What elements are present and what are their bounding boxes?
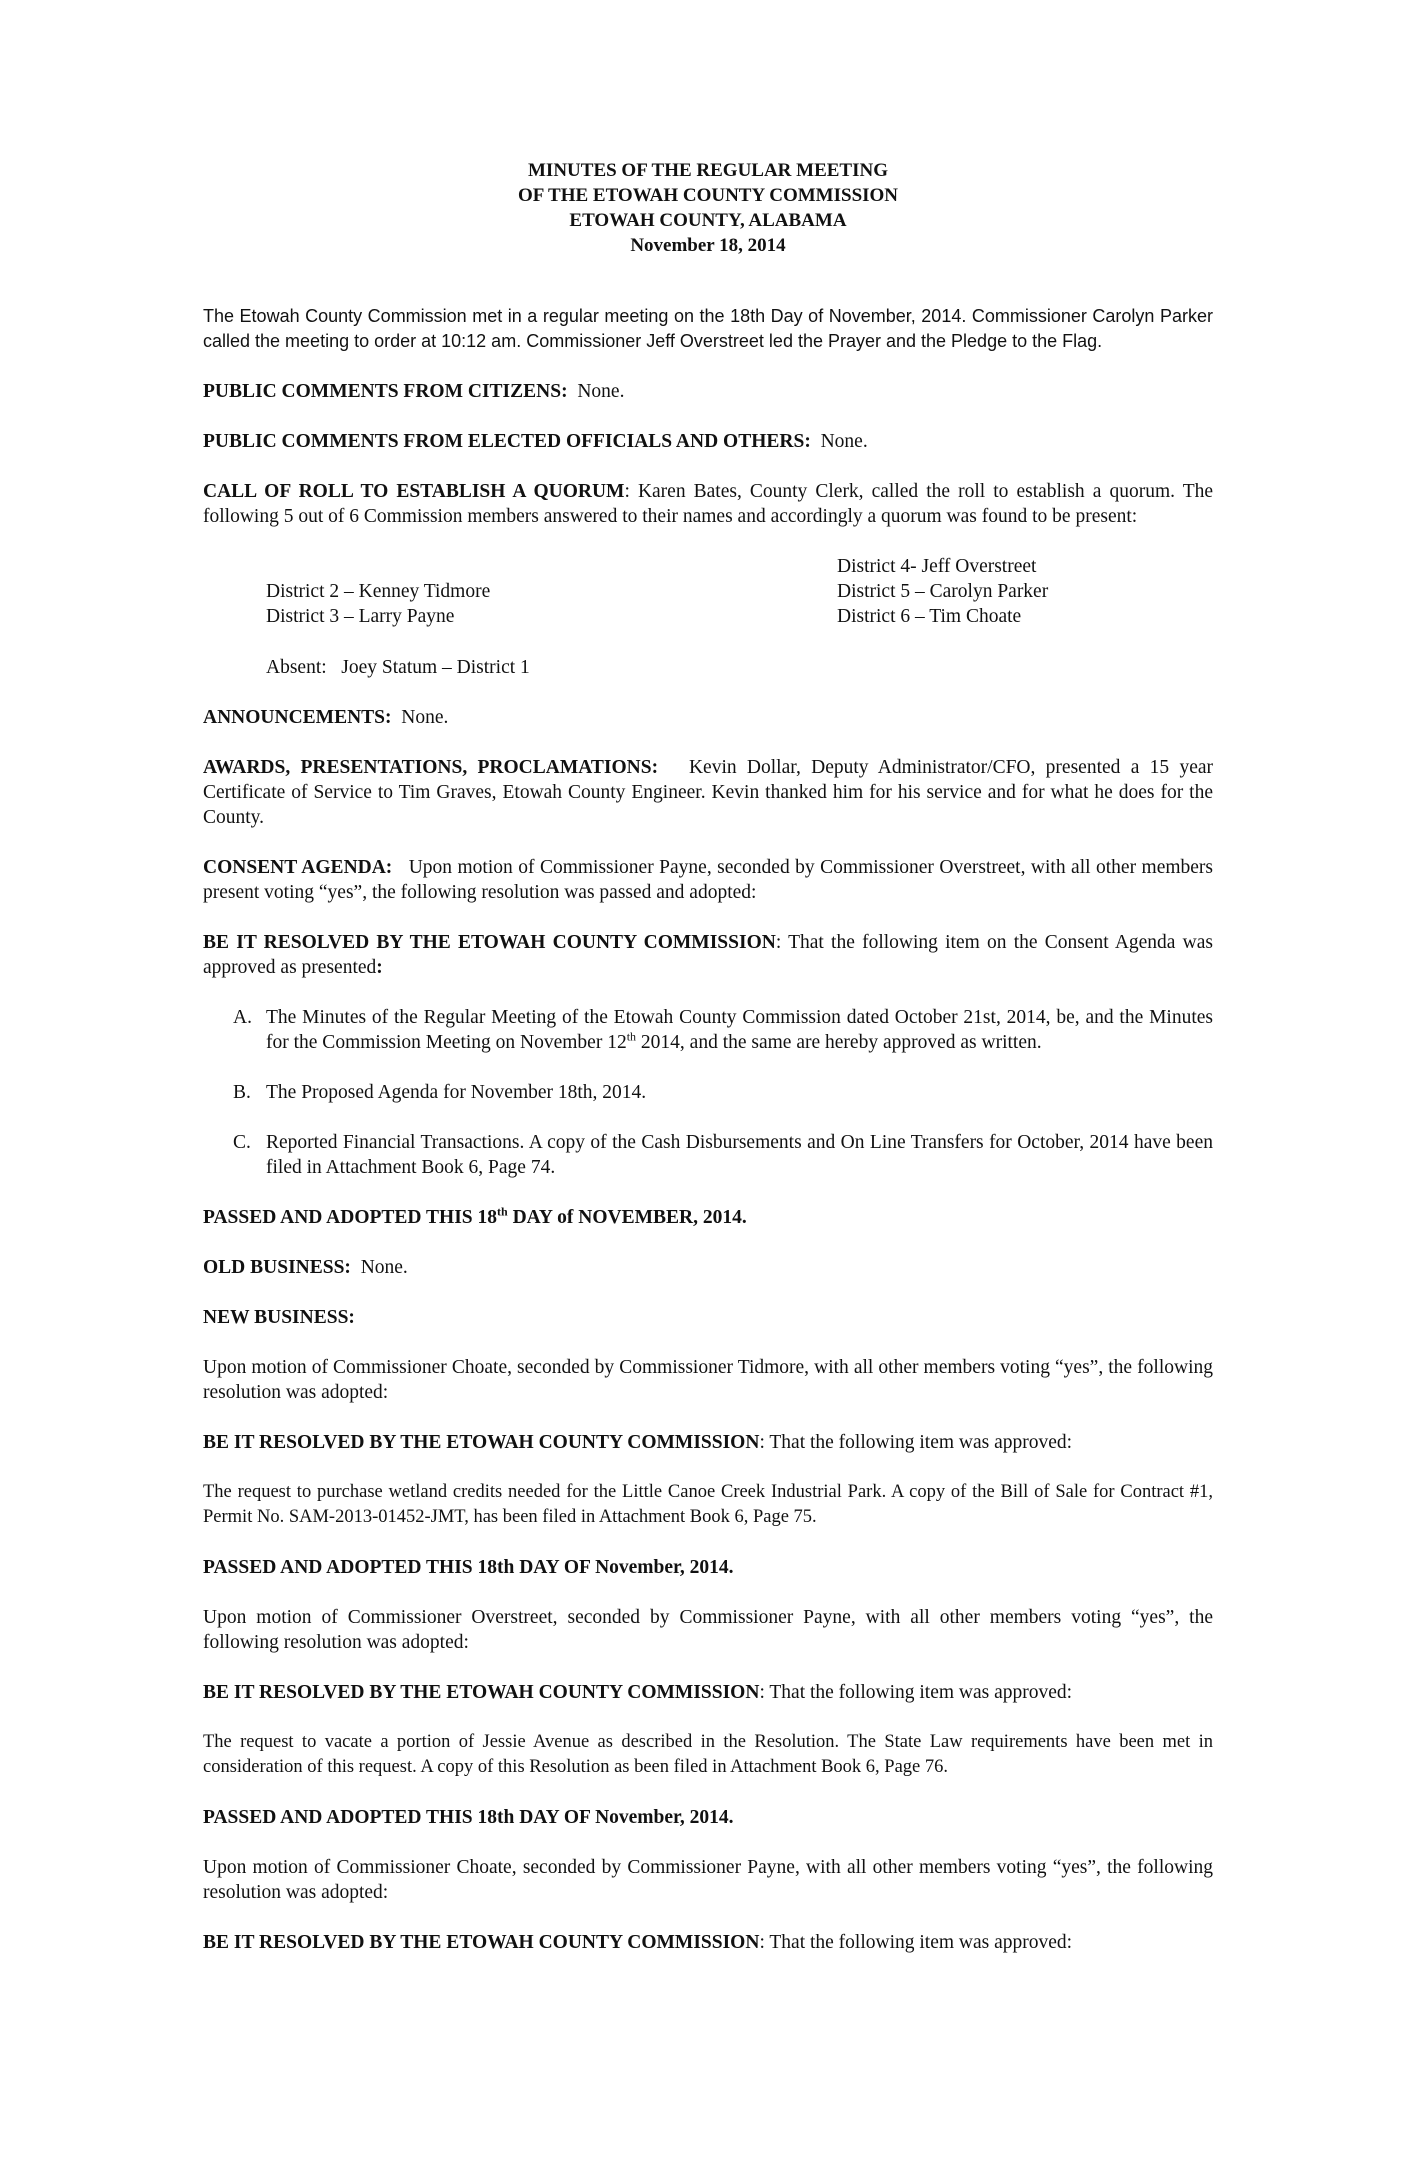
list-item: [203, 1130, 1213, 1180]
section-text: : Karen Bates, County Clerk, called the roll to establish a quorum. The following 5 out of 6 Commission members answered to their names and accordingly a quorum was found to be present:: [203, 481, 1214, 527]
item-text: 2014, and the same are hereby approved as written.: [636, 1032, 1042, 1053]
list-marker: C.: [233, 1132, 251, 1153]
absent-line: [203, 655, 1213, 680]
document-title: [203, 158, 1213, 258]
resolution-detail: The request to purchase wetland credits needed for the Little Canoe Creek Industrial Park. A copy of the Bill of Sale for Contract #1, Permit No. SAM-2013-01452-JMT, has been filed in Attachment Book 6, Page 75.: [203, 1482, 1213, 1527]
resolution-label: BE IT RESOLVED BY THE ETOWAH COUNTY COMMISSION: [203, 932, 776, 953]
section-label: PUBLIC COMMENTS FROM CITIZENS:: [203, 381, 568, 402]
section-text: None.: [360, 1257, 408, 1278]
resolution-detail: The request to vacate a portion of Jessie Avenue as described in the Resolution. The State Law requirements have been met in consideration of this request. A copy of this Resolution as been filed in Attachment Book 6, Page 76.: [203, 1732, 1213, 1777]
document-body: [203, 158, 1213, 1955]
roll-call: [203, 479, 1213, 529]
roster: [203, 554, 1213, 630]
passed-text: DAY of NOVEMBER, 2014.: [507, 1207, 747, 1228]
roster-member: District 4- Jeff Overstreet: [837, 556, 1037, 577]
consent-passed: [203, 1205, 1213, 1230]
section-text: Upon motion of Commissioner Payne, seconded by Commissioner Overstreet, with all other members present voting “yes”, the following resolution was passed and adopted:: [203, 857, 1214, 903]
section-label: AWARDS, PRESENTATIONS, PROCLAMATIONS:: [203, 757, 659, 778]
list-marker: B.: [233, 1082, 251, 1103]
old-business: [203, 1255, 1213, 1280]
awards-section: [203, 755, 1213, 830]
title-line-3: ETOWAH COUNTY, ALABAMA: [569, 210, 847, 231]
section-text: Kevin Dollar, Deputy Administrator/CFO, presented a 15 year Certificate of Service to Tim Graves, Etowah County Engineer. Kevin thanked him for his service and for what he does for the County.: [203, 757, 1213, 828]
consent-resolution: [203, 930, 1213, 980]
passed-line: PASSED AND ADOPTED THIS 18th DAY OF November, 2014.: [203, 1557, 734, 1578]
resolution-text: : That the following item was approved:: [759, 1932, 1073, 1953]
public-comments-citizens: [203, 379, 1213, 404]
intro-paragraph: The Etowah County Commission met in a regular meeting on the 18th Day of November, 2014. Commissioner Carolyn Parker called the meeting to order at 10:12 am. Commissioner Jeff Overstreet led the Prayer and the Pledge to the Flag.: [203, 306, 1213, 351]
new-business-heading: NEW BUSINESS:: [203, 1307, 355, 1328]
roster-member: District 6 – Tim Choate: [837, 606, 1022, 627]
public-comments-officials: [203, 429, 1213, 454]
resolution-label: BE IT RESOLVED BY THE ETOWAH COUNTY COMMISSION: [203, 1432, 760, 1453]
resolution-text: : That the following item was approved:: [759, 1432, 1073, 1453]
item-text: Reported Financial Transactions. A copy of the Cash Disbursements and On Line Transfers for October, 2014 have been filed in Attachment Book 6, Page 74.: [266, 1132, 1213, 1178]
resolution: [203, 1680, 1213, 1705]
resolution-text: : That the following item on the Consent Agenda was approved as presented: [203, 932, 1214, 978]
motion-text: Upon motion of Commissioner Choate, seconded by Commissioner Payne, with all other members voting “yes”, the following resolution was adopted:: [203, 1857, 1213, 1903]
section-label: CALL OF ROLL TO ESTABLISH A QUORUM: [203, 481, 625, 502]
item-text: The Proposed Agenda for November 18th, 2014.: [266, 1082, 647, 1103]
motion-text: Upon motion of Commissioner Overstreet, seconded by Commissioner Payne, with all other members voting “yes”, the following resolution was adopted:: [203, 1607, 1213, 1653]
announcements: [203, 705, 1213, 730]
list-item: [203, 1005, 1213, 1055]
section-text: None.: [577, 381, 625, 402]
ordinal-suffix: th: [626, 1029, 637, 1044]
section-label: CONSENT AGENDA:: [203, 857, 393, 878]
motion-text: Upon motion of Commissioner Choate, seconded by Commissioner Tidmore, with all other members voting “yes”, the following resolution was adopted:: [203, 1357, 1213, 1403]
resolution-text: : That the following item was approved:: [759, 1682, 1073, 1703]
consent-agenda: [203, 855, 1213, 905]
item-text: The Minutes of the Regular Meeting of the Etowah County Commission dated October 21st, 2014, be, and the Minutes for the Commission Meeting on November 12: [266, 1007, 1213, 1053]
consent-items: [203, 1005, 1213, 1180]
resolution-label: BE IT RESOLVED BY THE ETOWAH COUNTY COMMISSION: [203, 1932, 760, 1953]
list-item: [203, 1080, 1213, 1105]
title-line-1: MINUTES OF THE REGULAR MEETING: [528, 160, 888, 181]
section-label: ANNOUNCEMENTS:: [203, 707, 392, 728]
meeting-date: November 18, 2014: [630, 235, 786, 256]
section-text: None.: [401, 707, 449, 728]
roster-member: District 2 – Kenney Tidmore: [266, 581, 491, 602]
roster-member: District 3 – Larry Payne: [266, 606, 455, 627]
absent-label: Absent:: [266, 657, 327, 678]
passed-line: PASSED AND ADOPTED THIS 18th DAY OF November, 2014.: [203, 1807, 734, 1828]
roster-member: District 5 – Carolyn Parker: [837, 581, 1049, 602]
resolution: [203, 1430, 1213, 1455]
title-line-2: OF THE ETOWAH COUNTY COMMISSION: [517, 185, 899, 206]
section-label: PUBLIC COMMENTS FROM ELECTED OFFICIALS AND OTHERS:: [203, 431, 811, 452]
ordinal-suffix: th: [497, 1204, 508, 1219]
section-text: None.: [820, 431, 868, 452]
absent-member: Joey Statum – District 1: [341, 657, 530, 678]
passed-text: PASSED AND ADOPTED THIS 18: [203, 1207, 498, 1228]
section-label: OLD BUSINESS:: [203, 1257, 351, 1278]
resolution-colon: :: [376, 957, 383, 978]
list-marker: A.: [233, 1007, 252, 1028]
resolution: [203, 1930, 1213, 1955]
resolution-label: BE IT RESOLVED BY THE ETOWAH COUNTY COMMISSION: [203, 1682, 760, 1703]
